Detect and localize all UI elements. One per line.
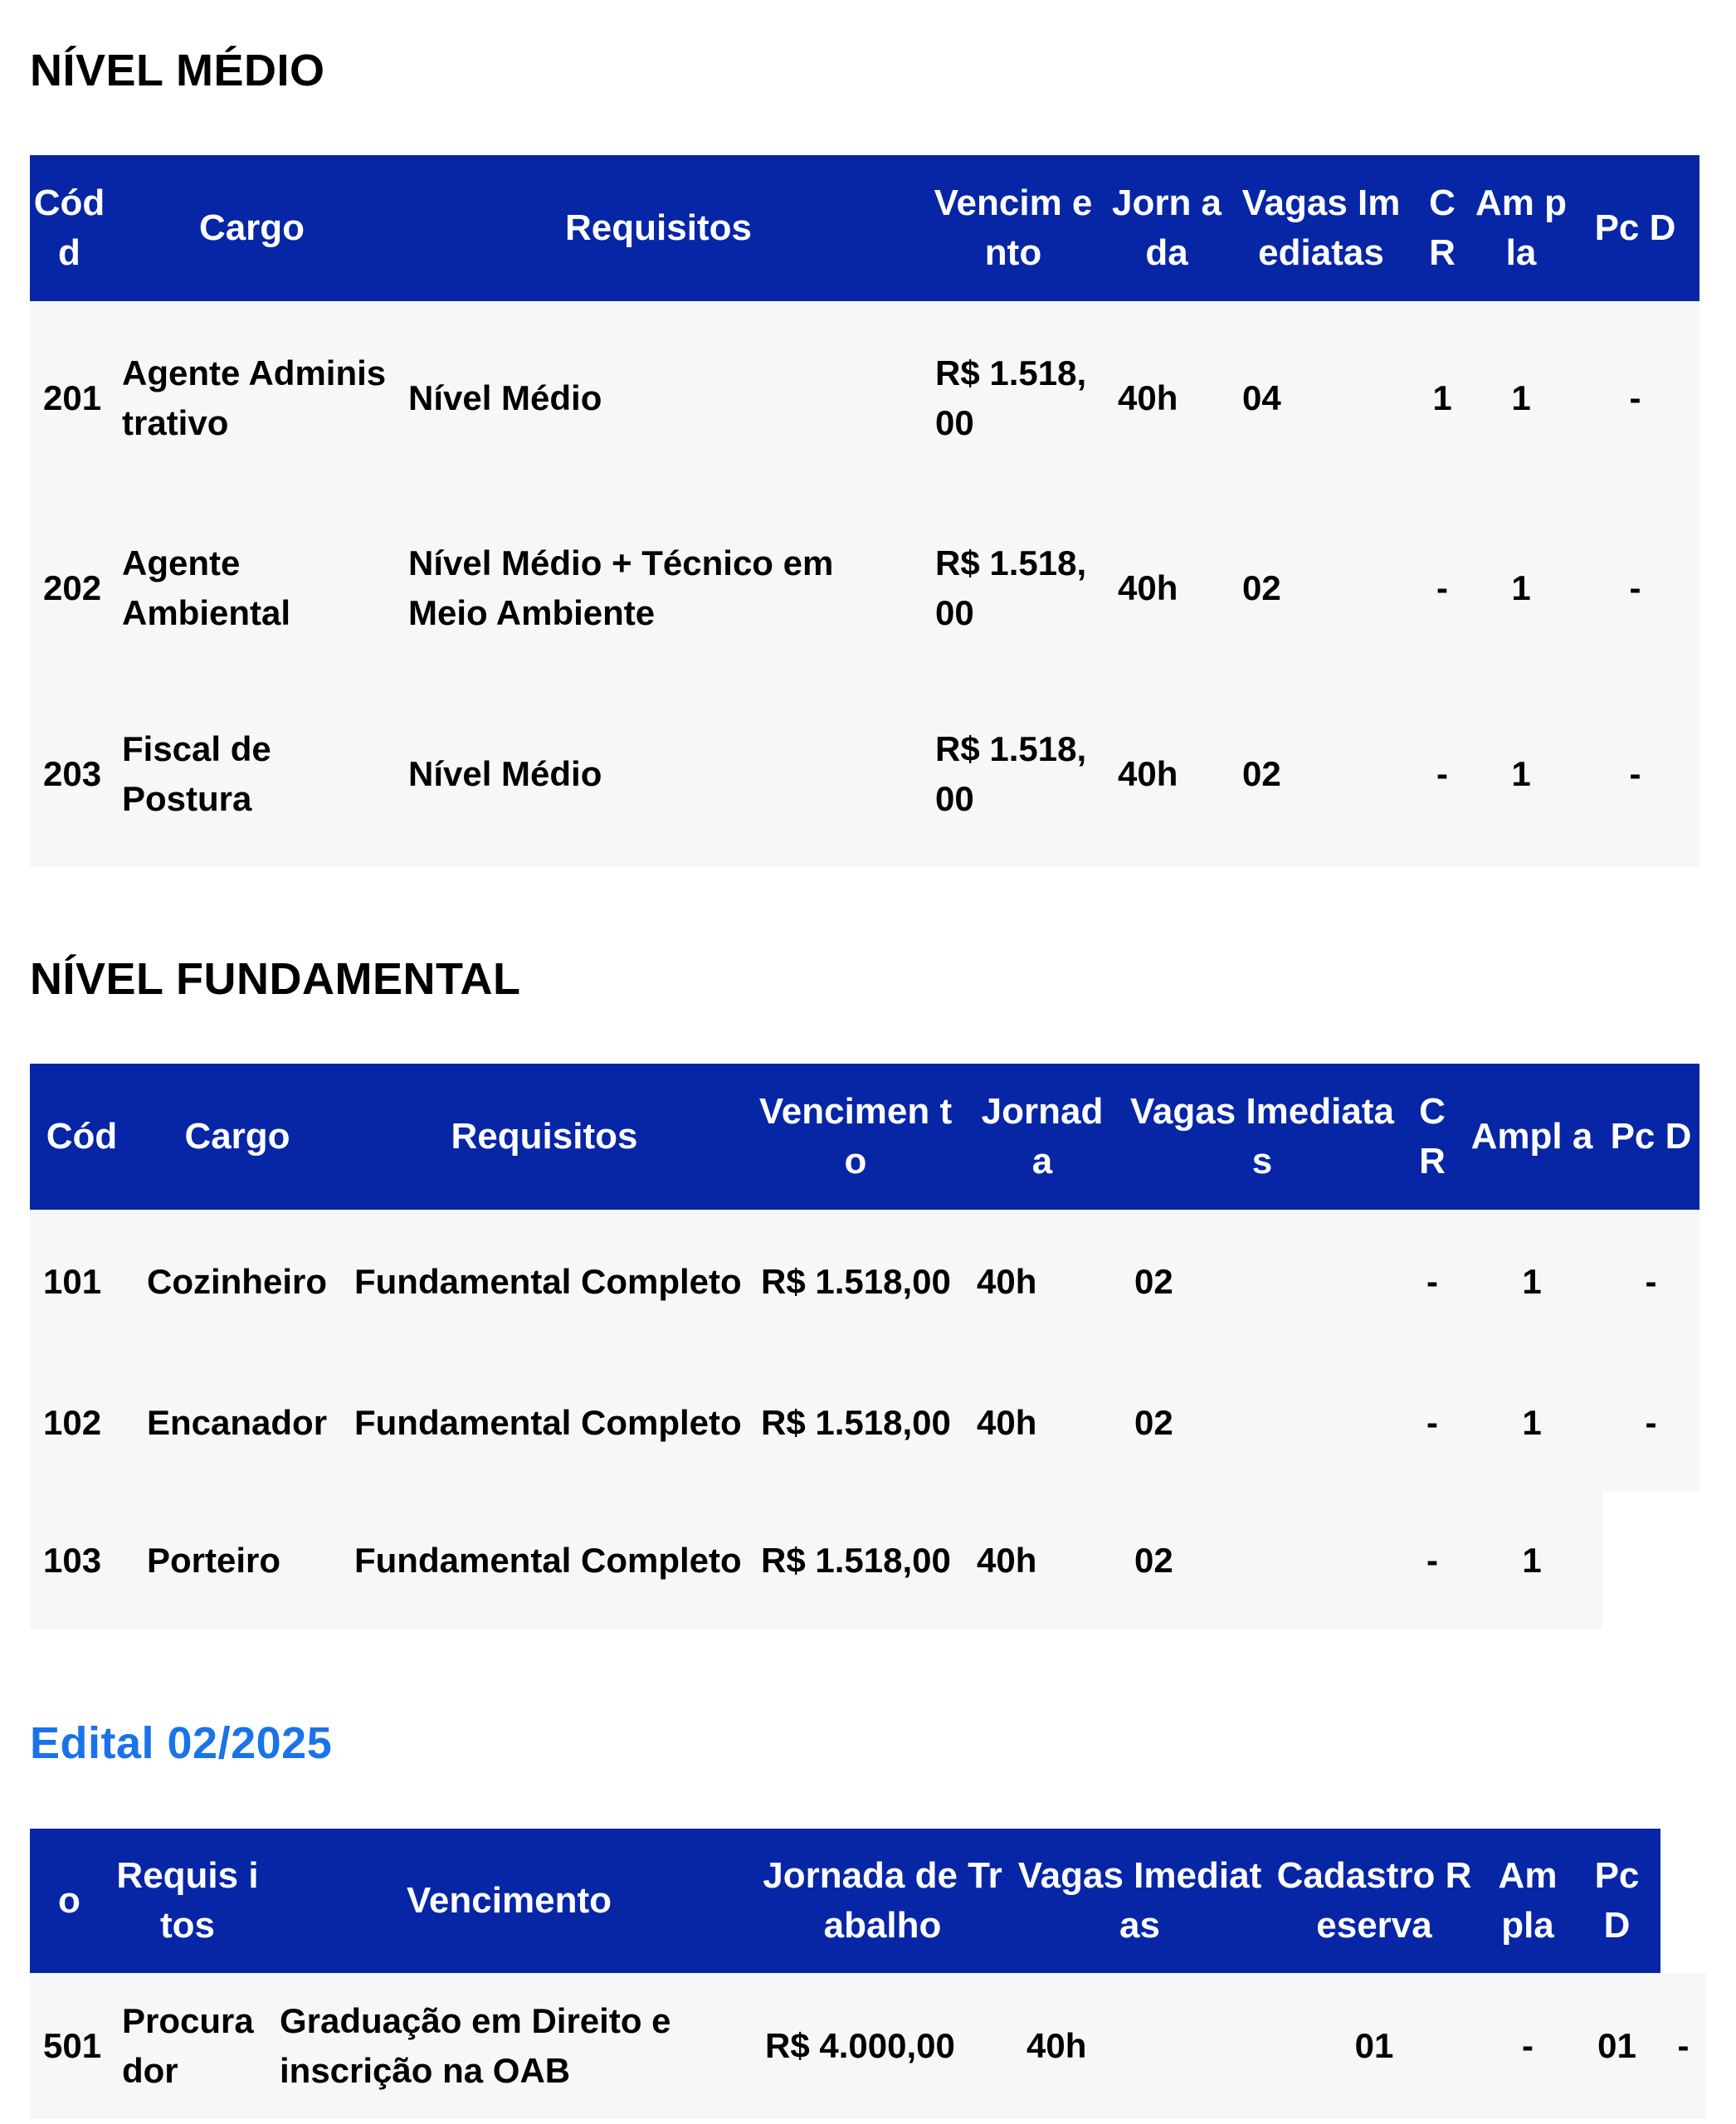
cell-cargo: Agente Ambiental	[109, 495, 395, 681]
table-row	[30, 1492, 1699, 1630]
col-header-ampla: Am pla	[1482, 1829, 1573, 1973]
cell-cr: -	[1413, 681, 1471, 867]
col-header-o: o	[30, 1829, 109, 1973]
cell-cr: -	[1403, 1210, 1461, 1354]
cell-vagas: 02	[1121, 1492, 1403, 1630]
cell-cr: -	[1403, 1354, 1461, 1492]
cell-requisitos: Nível Médio + Técnico em Meio Ambiente	[395, 495, 922, 681]
table-row	[30, 495, 1699, 681]
cell-requisitos: Fundamental Completo	[341, 1210, 748, 1354]
cell-vencimento: R$ 4.000,00	[752, 1973, 1013, 2119]
table-row	[30, 1973, 1706, 2119]
cell-jornada: 40h	[1105, 495, 1229, 681]
section-title-nivel-medio: NÍVEL MÉDIO	[30, 46, 325, 95]
cell-pcd: -	[1571, 681, 1699, 867]
cell-vagas: 02	[1121, 1354, 1403, 1492]
cell-jornada: 40h	[963, 1210, 1121, 1354]
cell-jornada: 40h	[1013, 1973, 1266, 2119]
col-header-pcd: Pc D	[1602, 1064, 1699, 1210]
col-header-cod: Cód	[30, 1064, 134, 1210]
cell-cod: 103	[30, 1492, 134, 1630]
table-row	[30, 301, 1699, 495]
cell-jornada: 40h	[1105, 301, 1229, 495]
cell-ampla: 1	[1471, 681, 1571, 867]
cell-ampla: 1	[1471, 495, 1571, 681]
cell-pcd: -	[1602, 1210, 1699, 1354]
col-header-vencimento: Vencim ento	[922, 155, 1105, 301]
col-header-cadastro-reserva: Cadastro Reserva	[1266, 1829, 1482, 1973]
cell-pcd: -	[1571, 301, 1699, 495]
cell-cod: 203	[30, 681, 109, 867]
cell-vencimento: R$ 1.518,00	[748, 1354, 963, 1492]
col-header-cod: Cód d	[30, 155, 109, 301]
section-title-nivel-fundamental: NÍVEL FUNDAMENTAL	[30, 954, 521, 1004]
header-gap	[1660, 1829, 1706, 1973]
col-header-requisitos: Requis itos	[109, 1829, 266, 1973]
cell-requisitos: Fundamental Completo	[341, 1354, 748, 1492]
col-header-vagas: Vagas Imediatas	[1229, 155, 1413, 301]
cell-requisitos: Nível Médio	[395, 301, 922, 495]
table-header-row	[30, 155, 1699, 301]
cell-jornada: 40h	[963, 1354, 1121, 1492]
cell-pcd	[1602, 1492, 1699, 1630]
cell-ampla: 01	[1573, 1973, 1660, 2119]
col-header-pcd: Pc D	[1571, 155, 1699, 301]
col-header-vagas: Vagas Imediatas	[1013, 1829, 1266, 1973]
cell-vencimento: R$ 1.518,00	[748, 1210, 963, 1354]
cell-cod: 201	[30, 301, 109, 495]
col-header-ampla: Ampl a	[1461, 1064, 1602, 1210]
col-header-requisitos: Requisitos	[395, 155, 922, 301]
cell-vagas: 01	[1266, 1973, 1482, 2119]
table-edital	[30, 1829, 1706, 2119]
cell-cr: -	[1403, 1492, 1461, 1630]
cell-vencimento: R$ 1.518,00	[922, 301, 1105, 495]
col-header-cargo: Cargo	[109, 155, 395, 301]
cell-pcd: -	[1602, 1354, 1699, 1492]
table-row	[30, 1354, 1699, 1492]
cell-vencimento: R$ 1.518,00	[922, 495, 1105, 681]
cell-vagas: 02	[1121, 1210, 1403, 1354]
col-header-ampla: Am pla	[1471, 155, 1571, 301]
col-header-vagas: Vagas Imediatas	[1121, 1064, 1403, 1210]
cell-ampla: 1	[1471, 301, 1571, 495]
col-header-requisitos: Requisitos	[341, 1064, 748, 1210]
col-header-vencimento: Vencimento	[266, 1829, 752, 1973]
cell-vencimento: R$ 1.518,00	[748, 1492, 963, 1630]
cell-jornada: 40h	[1105, 681, 1229, 867]
cell-requisitos: Graduação em Direito e inscrição na OAB	[266, 1973, 752, 2119]
col-header-cargo: Cargo	[134, 1064, 341, 1210]
col-header-jornada: Jorn ada	[1105, 155, 1229, 301]
table-nivel-fundamental	[30, 1064, 1699, 1630]
col-header-jornada: Jornada de Trabalho	[752, 1829, 1013, 1973]
table-row	[30, 681, 1699, 867]
cell-ampla: 1	[1461, 1492, 1602, 1630]
cell-requisitos: Nível Médio	[395, 681, 922, 867]
cell-cargo: Porteiro	[134, 1492, 341, 1630]
col-header-vencimento: Vencimen to	[748, 1064, 963, 1210]
cell-ampla: 1	[1461, 1210, 1602, 1354]
cell-cr: -	[1413, 495, 1471, 681]
cell-requisitos: Fundamental Completo	[341, 1492, 748, 1630]
cell-cod: 102	[30, 1354, 134, 1492]
table-row	[30, 1210, 1699, 1354]
cell-ampla: 1	[1461, 1354, 1602, 1492]
cell-cod: 501	[30, 1973, 109, 2119]
cell-cargo: Fiscal de Postura	[109, 681, 395, 867]
cell-vagas: 02	[1229, 681, 1413, 867]
table-header-row	[30, 1829, 1706, 1973]
cell-cod: 101	[30, 1210, 134, 1354]
col-header-pcd: Pc D	[1573, 1829, 1660, 1973]
section-title-edital: Edital 02/2025	[30, 1718, 333, 1768]
col-header-cr: C R	[1403, 1064, 1461, 1210]
cell-vencimento: R$ 1.518,00	[922, 681, 1105, 867]
cell-cargo: Procurador	[109, 1973, 266, 2119]
cell-pcd: -	[1660, 1973, 1706, 2119]
cell-vagas: 02	[1229, 495, 1413, 681]
col-header-jornada: Jornad a	[963, 1064, 1121, 1210]
cell-cod: 202	[30, 495, 109, 681]
cell-cargo: Agente Administrativo	[109, 301, 395, 495]
cell-jornada: 40h	[963, 1492, 1121, 1630]
cell-pcd: -	[1571, 495, 1699, 681]
cell-cargo: Cozinheiro	[134, 1210, 341, 1354]
table-nivel-medio	[30, 155, 1699, 867]
cell-cr: 1	[1413, 301, 1471, 495]
table-header-row	[30, 1064, 1699, 1210]
cell-cr: -	[1482, 1973, 1573, 2119]
col-header-cr: C R	[1413, 155, 1471, 301]
cell-vagas: 04	[1229, 301, 1413, 495]
cell-cargo: Encanador	[134, 1354, 341, 1492]
